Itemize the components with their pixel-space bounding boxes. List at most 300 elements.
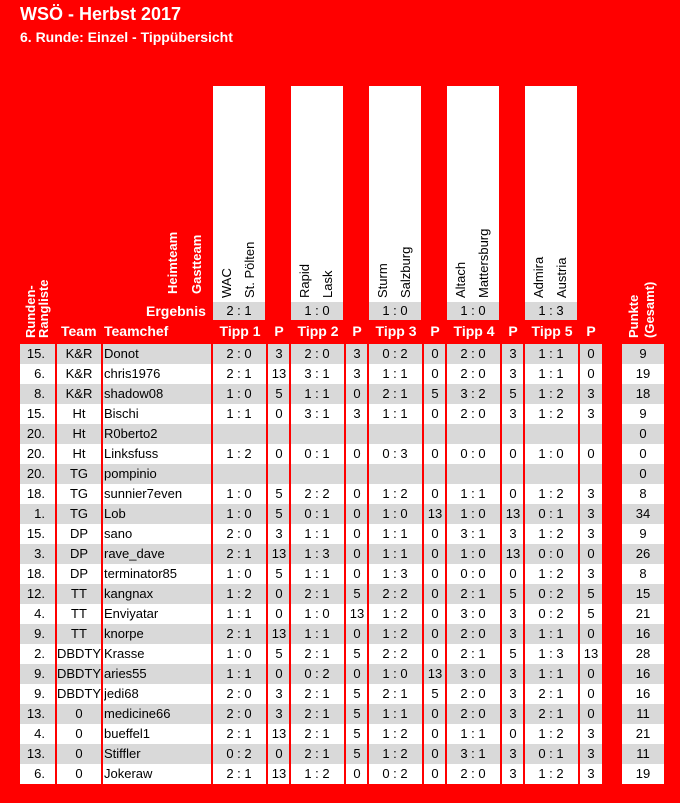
- column-separator: [500, 344, 502, 784]
- team-cell: TT: [71, 626, 87, 641]
- teamchef-cell: terminator85: [104, 566, 177, 581]
- teamchef-cell: kangnax: [104, 586, 154, 601]
- page-subtitle: 6. Runde: Einzel - Tippübersicht: [20, 29, 233, 45]
- tipp-cell: 2 : 1: [304, 646, 330, 661]
- column-separator: [523, 344, 525, 784]
- points-cell: 0: [353, 546, 361, 561]
- team-cell: K&R: [65, 346, 93, 361]
- tipp-cell: 0 : 2: [382, 346, 408, 361]
- points-cell: 0: [431, 706, 439, 721]
- points-cell: 0: [431, 526, 439, 541]
- tipp-cell: 2 : 1: [538, 686, 564, 701]
- tipp-cell: 1 : 1: [304, 386, 330, 401]
- tipp-cell: [291, 424, 343, 444]
- game-result: 2 : 1: [226, 303, 252, 318]
- rank-cell: 3.: [34, 546, 45, 561]
- tipp-cell: [369, 464, 421, 484]
- column-separator: [211, 344, 213, 784]
- home-team-name: Admira: [531, 256, 546, 298]
- points-cell: 13: [271, 626, 287, 641]
- rank-cell: 9.: [34, 626, 45, 641]
- gastteam-label: Gastteam: [189, 234, 204, 294]
- points-cell: 0: [353, 506, 361, 521]
- tipp-cell: 1 : 2: [538, 526, 564, 541]
- points-cell: 3: [275, 706, 283, 721]
- tipp-cell: [447, 464, 499, 484]
- tipp-cell: 0 : 2: [382, 766, 408, 781]
- teamchef-cell: Donot: [104, 346, 139, 361]
- points-cell: 5: [509, 586, 517, 601]
- tipp-cell: 3 : 1: [460, 746, 486, 761]
- tipp-cell: 1 : 2: [382, 486, 408, 501]
- tipp-cell: 2 : 1: [460, 646, 486, 661]
- teamchef-cell: rave_dave: [104, 546, 165, 561]
- tipp-cell: 2 : 2: [382, 586, 408, 601]
- total-points-cell: 21: [635, 726, 651, 741]
- points-cell: 13: [271, 366, 287, 381]
- rank-cell: 20.: [26, 466, 45, 481]
- points-cell: 13: [271, 726, 287, 741]
- tipp-cell: 2 : 0: [460, 366, 486, 381]
- tipp-cell: 1 : 1: [304, 566, 330, 581]
- team-cell: TT: [71, 586, 87, 601]
- tipp-cell: 1 : 0: [304, 606, 330, 621]
- rank-cell: 20.: [26, 446, 45, 461]
- game-result: 1 : 0: [460, 303, 486, 318]
- points-cell: 0: [587, 346, 595, 361]
- tipp-cell: 0 : 2: [538, 606, 564, 621]
- tipp-cell: 1 : 1: [382, 546, 408, 561]
- points-cell: 3: [353, 406, 361, 421]
- tipp-cell: 2 : 1: [226, 546, 252, 561]
- rank-cell: 12.: [26, 586, 45, 601]
- tipp-cell: 2 : 1: [226, 766, 252, 781]
- tipp-cell: 1 : 2: [226, 586, 252, 601]
- points-cell: 0: [509, 566, 517, 581]
- team-cell: DP: [69, 546, 89, 561]
- tipp-cell: 3 : 1: [304, 406, 330, 421]
- column-separator: [422, 344, 424, 784]
- teamchef-cell: Lob: [104, 506, 126, 521]
- points-cell: 3: [587, 486, 595, 501]
- punkte-label: Punkte: [626, 294, 641, 338]
- team-cell: Ht: [72, 426, 86, 441]
- points-cell: 0: [431, 446, 439, 461]
- team-cell: Ht: [72, 446, 86, 461]
- total-points-cell: 19: [635, 766, 651, 781]
- points-cell: 0: [431, 546, 439, 561]
- team-cell: Ht: [72, 406, 86, 421]
- tipp-cell: 1 : 1: [226, 606, 252, 621]
- points-cell: 0: [275, 606, 283, 621]
- team-cell: TG: [69, 466, 89, 481]
- team-cell: TG: [69, 486, 89, 501]
- total-points-cell: 16: [635, 666, 651, 681]
- points-cell: 3: [509, 706, 517, 721]
- rank-cell: 6.: [34, 366, 45, 381]
- points-cell: 3: [353, 346, 361, 361]
- rank-cell: 9.: [34, 686, 45, 701]
- away-team-name: Lask: [320, 270, 335, 298]
- tipp-header: Tipp 5: [531, 323, 573, 339]
- tipp-cell: 1 : 3: [382, 566, 408, 581]
- points-cell: 3: [587, 746, 595, 761]
- points-cell: 0: [353, 666, 361, 681]
- points-cell: [267, 424, 291, 444]
- tipp-cell: 0 : 1: [304, 446, 330, 461]
- points-cell: 3: [587, 566, 595, 581]
- tipp-header: Tipp 4: [453, 323, 495, 339]
- tipp-cell: 1 : 2: [382, 606, 408, 621]
- points-cell: 0: [275, 586, 283, 601]
- points-header: P: [430, 323, 440, 339]
- points-cell: 0: [587, 626, 595, 641]
- teamchef-cell: Krasse: [104, 646, 145, 661]
- points-cell: 13: [583, 646, 599, 661]
- ergebnis-label: Ergebnis: [146, 303, 206, 319]
- points-cell: 3: [509, 746, 517, 761]
- points-cell: 0: [353, 386, 361, 401]
- tipp-cell: 2 : 1: [382, 686, 408, 701]
- team-header: Team: [61, 323, 97, 339]
- rank-cell: 15.: [26, 526, 45, 541]
- column-separator: [289, 344, 291, 784]
- points-cell: 13: [427, 506, 443, 521]
- points-cell: 5: [275, 386, 283, 401]
- points-cell: [423, 464, 447, 484]
- tipp-cell: 3 : 2: [460, 386, 486, 401]
- tipp-cell: [213, 424, 265, 444]
- tipp-cell: 1 : 2: [538, 406, 564, 421]
- tipp-cell: 0 : 0: [460, 566, 486, 581]
- tipp-cell: 2 : 1: [304, 686, 330, 701]
- total-points-cell: 15: [635, 586, 651, 601]
- total-points-cell: 0: [639, 446, 647, 461]
- points-cell: 0: [431, 366, 439, 381]
- tipp-cell: 1 : 0: [226, 386, 252, 401]
- points-cell: 5: [353, 706, 361, 721]
- team-cell: TT: [71, 606, 87, 621]
- tipp-cell: 1 : 2: [538, 726, 564, 741]
- tipp-cell: 0 : 1: [538, 506, 564, 521]
- total-points-cell: 8: [639, 486, 647, 501]
- points-cell: 3: [509, 366, 517, 381]
- teamchef-cell: medicine66: [104, 706, 171, 721]
- total-points-cell: 18: [635, 386, 651, 401]
- points-cell: 5: [353, 646, 361, 661]
- points-cell: 3: [587, 506, 595, 521]
- tipp-cell: 0 : 0: [460, 446, 486, 461]
- points-cell: 5: [275, 566, 283, 581]
- teamchef-cell: Bischi: [104, 406, 139, 421]
- tipp-cell: 1 : 2: [382, 746, 408, 761]
- points-cell: 3: [509, 626, 517, 641]
- tipp-cell: 2 : 0: [226, 346, 252, 361]
- points-cell: 13: [505, 546, 521, 561]
- points-header: P: [274, 323, 284, 339]
- tipp-cell: 3 : 0: [460, 666, 486, 681]
- team-cell: K&R: [65, 366, 93, 381]
- points-cell: 13: [271, 546, 287, 561]
- team-cell: TG: [69, 506, 89, 521]
- rank-cell: 18.: [26, 486, 45, 501]
- points-cell: 0: [587, 366, 595, 381]
- points-cell: 13: [505, 506, 521, 521]
- total-points-cell: 16: [635, 626, 651, 641]
- team-cell: DBDTY: [57, 686, 101, 701]
- rank-cell: 1.: [34, 506, 45, 521]
- points-cell: 3: [509, 406, 517, 421]
- teamchef-cell: Jokeraw: [104, 766, 153, 781]
- runden-label: Runden-: [23, 285, 38, 338]
- rank-cell: 13.: [26, 706, 45, 721]
- tipp-cell: 1 : 0: [226, 566, 252, 581]
- tipp-cell: 2 : 1: [226, 726, 252, 741]
- total-points-cell: 21: [635, 606, 651, 621]
- tipp-cell: 1 : 0: [460, 506, 486, 521]
- team-cell: 0: [75, 706, 83, 721]
- team-cell: DBDTY: [57, 646, 101, 661]
- tipp-cell: 1 : 3: [304, 546, 330, 561]
- points-cell: 0: [431, 586, 439, 601]
- away-team-name: Mattersburg: [476, 228, 491, 298]
- tipp-cell: 2 : 1: [460, 586, 486, 601]
- team-cell: DP: [69, 526, 89, 541]
- rank-cell: 9.: [34, 666, 45, 681]
- points-cell: 0: [587, 706, 595, 721]
- tipp-cell: 0 : 2: [538, 586, 564, 601]
- points-cell: 0: [431, 606, 439, 621]
- tipp-cell: 0 : 0: [538, 546, 564, 561]
- points-header: P: [352, 323, 362, 339]
- points-cell: 5: [587, 586, 595, 601]
- tipp-cell: 1 : 0: [460, 546, 486, 561]
- team-cell: DBDTY: [57, 666, 101, 681]
- teamchef-cell: R0berto2: [104, 426, 158, 441]
- points-cell: 3: [587, 726, 595, 741]
- tipp-cell: 1 : 1: [382, 526, 408, 541]
- tipp-cell: 0 : 2: [304, 666, 330, 681]
- total-points-cell: 34: [635, 506, 651, 521]
- tipp-cell: [213, 464, 265, 484]
- tipp-cell: 2 : 2: [382, 646, 408, 661]
- tipp-cell: 1 : 0: [382, 666, 408, 681]
- tipp-cell: 1 : 2: [304, 766, 330, 781]
- tipp-cell: 1 : 1: [304, 626, 330, 641]
- points-cell: 0: [509, 726, 517, 741]
- home-team-name: Rapid: [297, 264, 312, 298]
- tipp-cell: 1 : 0: [226, 486, 252, 501]
- tipp-cell: 2 : 1: [226, 626, 252, 641]
- teamchef-cell: Stiffler: [104, 746, 141, 761]
- tipp-cell: 2 : 0: [460, 766, 486, 781]
- points-cell: [345, 424, 369, 444]
- tipp-cell: 2 : 0: [460, 346, 486, 361]
- rank-cell: 4.: [34, 606, 45, 621]
- tipp-cell: 1 : 1: [538, 366, 564, 381]
- points-cell: 5: [353, 586, 361, 601]
- rank-cell: 20.: [26, 426, 45, 441]
- team-cell: 0: [75, 746, 83, 761]
- points-cell: 5: [353, 726, 361, 741]
- home-team-name: Sturm: [375, 263, 390, 298]
- team-cell: 0: [75, 726, 83, 741]
- points-cell: 5: [509, 646, 517, 661]
- tipp-cell: 0 : 1: [538, 746, 564, 761]
- points-header: P: [508, 323, 518, 339]
- total-points-cell: 16: [635, 686, 651, 701]
- tipp-cell: [291, 464, 343, 484]
- points-cell: [579, 424, 603, 444]
- points-cell: 13: [271, 766, 287, 781]
- points-cell: [501, 464, 525, 484]
- rangliste-label: Rangliste: [36, 279, 51, 338]
- total-points-cell: 8: [639, 566, 647, 581]
- tipp-cell: 3 : 0: [460, 606, 486, 621]
- points-cell: 0: [275, 406, 283, 421]
- points-cell: 3: [587, 406, 595, 421]
- points-cell: 3: [509, 766, 517, 781]
- rank-cell: 2.: [34, 646, 45, 661]
- points-cell: 0: [353, 526, 361, 541]
- points-cell: 3: [509, 526, 517, 541]
- tipp-cell: 1 : 1: [460, 726, 486, 741]
- tipp-header: Tipp 1: [219, 323, 261, 339]
- tipp-cell: 1 : 1: [382, 706, 408, 721]
- tipp-cell: [525, 424, 577, 444]
- points-cell: [423, 424, 447, 444]
- teamchef-cell: chris1976: [104, 366, 161, 381]
- tipp-cell: 2 : 1: [304, 706, 330, 721]
- teamchef-cell: aries55: [104, 666, 147, 681]
- tipp-cell: [369, 424, 421, 444]
- tipp-cell: 2 : 2: [304, 486, 330, 501]
- teamchef-cell: sano: [104, 526, 133, 541]
- teamchef-cell: jedi68: [104, 686, 139, 701]
- game-result: 1 : 3: [538, 303, 564, 318]
- tipp-cell: 1 : 1: [382, 406, 408, 421]
- column-separator: [266, 344, 268, 784]
- points-cell: 0: [431, 406, 439, 421]
- points-cell: 0: [431, 486, 439, 501]
- away-team-name: Austria: [554, 257, 569, 298]
- points-cell: 0: [431, 566, 439, 581]
- points-cell: 5: [275, 506, 283, 521]
- points-cell: 0: [275, 746, 283, 761]
- tipp-cell: 1 : 1: [226, 406, 252, 421]
- points-cell: 0: [509, 486, 517, 501]
- teamchef-cell: knorpe: [104, 626, 144, 641]
- tipp-cell: 1 : 2: [382, 626, 408, 641]
- away-team-name: St. Pölten: [242, 241, 257, 298]
- points-cell: 0: [587, 666, 595, 681]
- tipp-cell: 1 : 2: [538, 486, 564, 501]
- points-cell: 3: [275, 686, 283, 701]
- teamchef-cell: Enviyatar: [104, 606, 159, 621]
- points-cell: 0: [353, 626, 361, 641]
- tipp-cell: 1 : 2: [538, 766, 564, 781]
- points-cell: 0: [587, 686, 595, 701]
- points-cell: 0: [431, 766, 439, 781]
- points-cell: 0: [431, 346, 439, 361]
- team-cell: 0: [75, 766, 83, 781]
- column-separator: [445, 344, 447, 784]
- away-team-name: Salzburg: [398, 246, 413, 298]
- total-points-cell: 19: [635, 366, 651, 381]
- tipp-cell: 1 : 2: [382, 726, 408, 741]
- points-cell: 13: [427, 666, 443, 681]
- points-cell: [579, 464, 603, 484]
- heimteam-label: Heimteam: [165, 231, 180, 294]
- tipp-cell: 2 : 0: [460, 406, 486, 421]
- points-cell: 3: [509, 686, 517, 701]
- tipp-cell: 2 : 0: [460, 626, 486, 641]
- tipp-cell: 2 : 0: [226, 686, 252, 701]
- total-points-cell: 9: [639, 526, 647, 541]
- points-cell: 5: [431, 386, 439, 401]
- total-points-cell: 11: [636, 746, 650, 761]
- points-cell: 0: [431, 746, 439, 761]
- tipp-cell: 2 : 0: [460, 706, 486, 721]
- tipp-cell: 2 : 0: [460, 686, 486, 701]
- total-points-cell: 28: [635, 646, 651, 661]
- tipp-cell: 1 : 1: [382, 366, 408, 381]
- column-separator: [101, 344, 103, 784]
- points-cell: 0: [353, 446, 361, 461]
- teamchef-cell: Linksfuss: [104, 446, 159, 461]
- home-team-name: WAC: [219, 268, 234, 298]
- points-cell: 3: [509, 666, 517, 681]
- tipp-cell: 2 : 0: [304, 346, 330, 361]
- tipp-cell: 1 : 1: [538, 626, 564, 641]
- tipp-cell: 1 : 0: [226, 646, 252, 661]
- points-cell: 0: [353, 486, 361, 501]
- tipp-cell: 1 : 1: [538, 666, 564, 681]
- points-cell: 0: [587, 446, 595, 461]
- points-cell: 5: [353, 746, 361, 761]
- teamchef-cell: sunnier7even: [104, 486, 183, 501]
- tipp-cell: 1 : 1: [538, 346, 564, 361]
- total-points-cell: 11: [636, 706, 650, 721]
- points-cell: 3: [587, 526, 595, 541]
- tipp-cell: 2 : 1: [304, 746, 330, 761]
- tipp-cell: 2 : 1: [538, 706, 564, 721]
- team-cell: DP: [69, 566, 89, 581]
- rank-cell: 6.: [34, 766, 45, 781]
- tipp-cell: 2 : 1: [304, 726, 330, 741]
- tipp-header: Tipp 3: [375, 323, 417, 339]
- points-cell: 3: [509, 606, 517, 621]
- points-cell: [501, 424, 525, 444]
- column-separator: [578, 344, 580, 784]
- tipp-cell: 3 : 1: [460, 526, 486, 541]
- column-separator: [367, 344, 369, 784]
- points-cell: 0: [431, 726, 439, 741]
- tipp-cell: 1 : 2: [538, 566, 564, 581]
- column-separator: [344, 344, 346, 784]
- total-points-cell: 9: [639, 346, 647, 361]
- tipp-cell: 1 : 0: [226, 506, 252, 521]
- tipp-cell: 2 : 0: [226, 526, 252, 541]
- points-header: P: [586, 323, 596, 339]
- tipp-cell: 0 : 3: [382, 446, 408, 461]
- points-cell: 0: [431, 626, 439, 641]
- tipp-cell: 1 : 2: [226, 446, 252, 461]
- points-cell: [267, 464, 291, 484]
- tipp-cell: 1 : 2: [538, 386, 564, 401]
- tipp-cell: [447, 424, 499, 444]
- tipp-cell: 1 : 1: [460, 486, 486, 501]
